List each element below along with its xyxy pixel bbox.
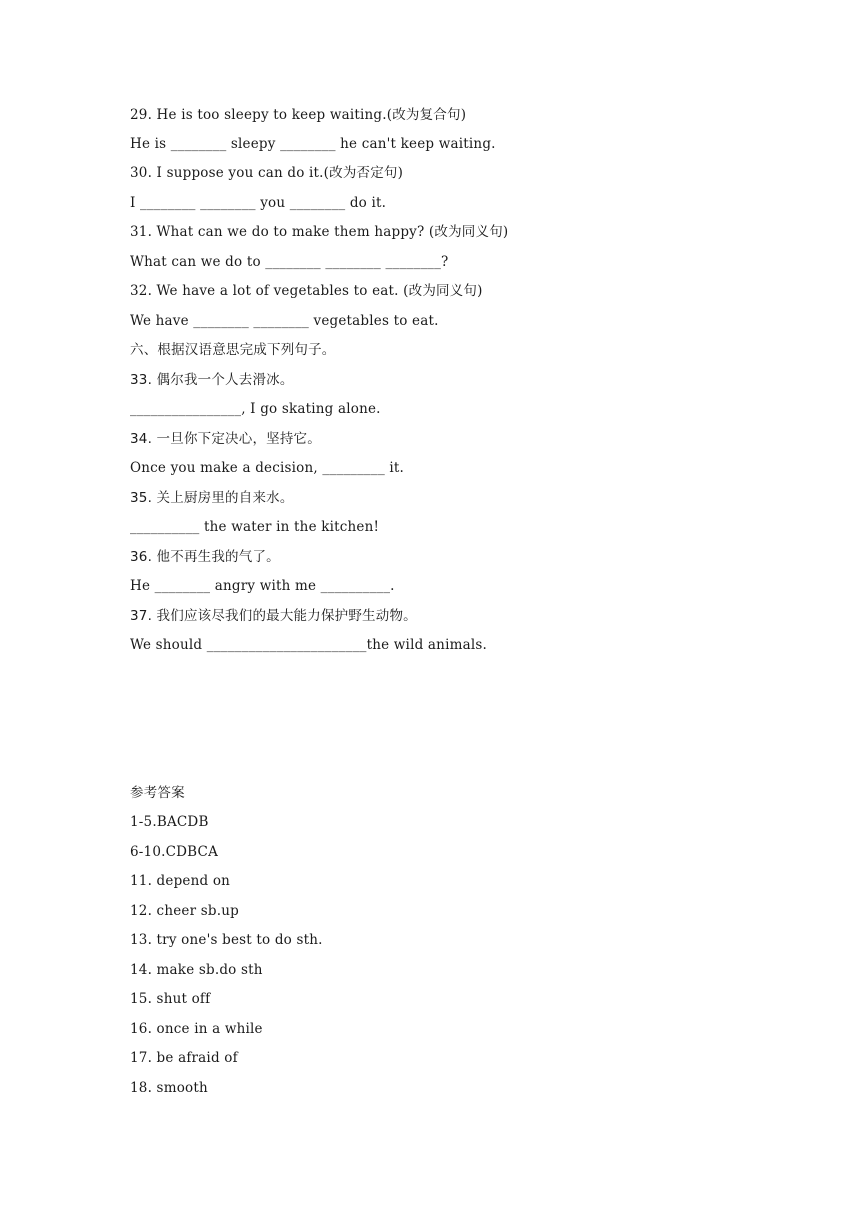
section-6-heading: 六、根据汉语意思完成下列句子。: [130, 342, 336, 358]
question-31-prompt: 31. What can we do to make them happy? (改为同义句): [130, 224, 509, 240]
question-34-chinese: 34. 一旦你下定决心，坚持它。: [130, 431, 321, 447]
question-34-english: Once you make a decision, _________ it.: [130, 460, 405, 476]
question-29-prompt: 29. He is too sleepy to keep waiting.(改为复合句): [130, 107, 467, 123]
question-30-prompt: 30. I suppose you can do it.(改为否定句): [130, 165, 404, 181]
answer-item: 6-10.CDBCA: [130, 844, 219, 860]
question-33-english: ________________, I go skating alone.: [130, 401, 381, 417]
question-31-blank: What can we do to ________ ________ ________?: [130, 254, 449, 270]
question-36-english: He ________ angry with me __________.: [130, 578, 395, 594]
answer-item: 12. cheer sb.up: [130, 903, 239, 919]
question-30-blank: I ________ ________ you ________ do it.: [130, 195, 387, 211]
answer-item: 1-5.BACDB: [130, 814, 209, 830]
answer-item: 18. smooth: [130, 1080, 208, 1096]
answer-item: 15. shut off: [130, 991, 211, 1007]
question-32-blank: We have ________ ________ vegetables to eat.: [130, 313, 439, 329]
question-37-chinese: 37. 我们应该尽我们的最大能力保护野生动物。: [130, 608, 417, 624]
question-35-chinese: 35. 关上厨房里的自来水。: [130, 490, 294, 506]
question-36-chinese: 36. 他不再生我的气了。: [130, 549, 280, 565]
question-32-prompt: 32. We have a lot of vegetables to eat. (改为同义句): [130, 283, 483, 299]
answer-key-heading: 参考答案: [130, 785, 185, 801]
question-35-english: __________ the water in the kitchen!: [130, 519, 380, 535]
answer-item: 16. once in a while: [130, 1021, 263, 1037]
question-33-chinese: 33. 偶尔我一个人去滑冰。: [130, 372, 294, 388]
question-29-blank: He is ________ sleepy ________ he can't keep waiting.: [130, 136, 496, 152]
answer-item: 11. depend on: [130, 873, 231, 889]
answer-item: 14. make sb.do sth: [130, 962, 263, 978]
answer-item: 17. be afraid of: [130, 1050, 238, 1066]
question-37-english: We should _______________________the wild animals.: [130, 637, 487, 653]
answer-item: 13. try one's best to do sth.: [130, 932, 323, 948]
